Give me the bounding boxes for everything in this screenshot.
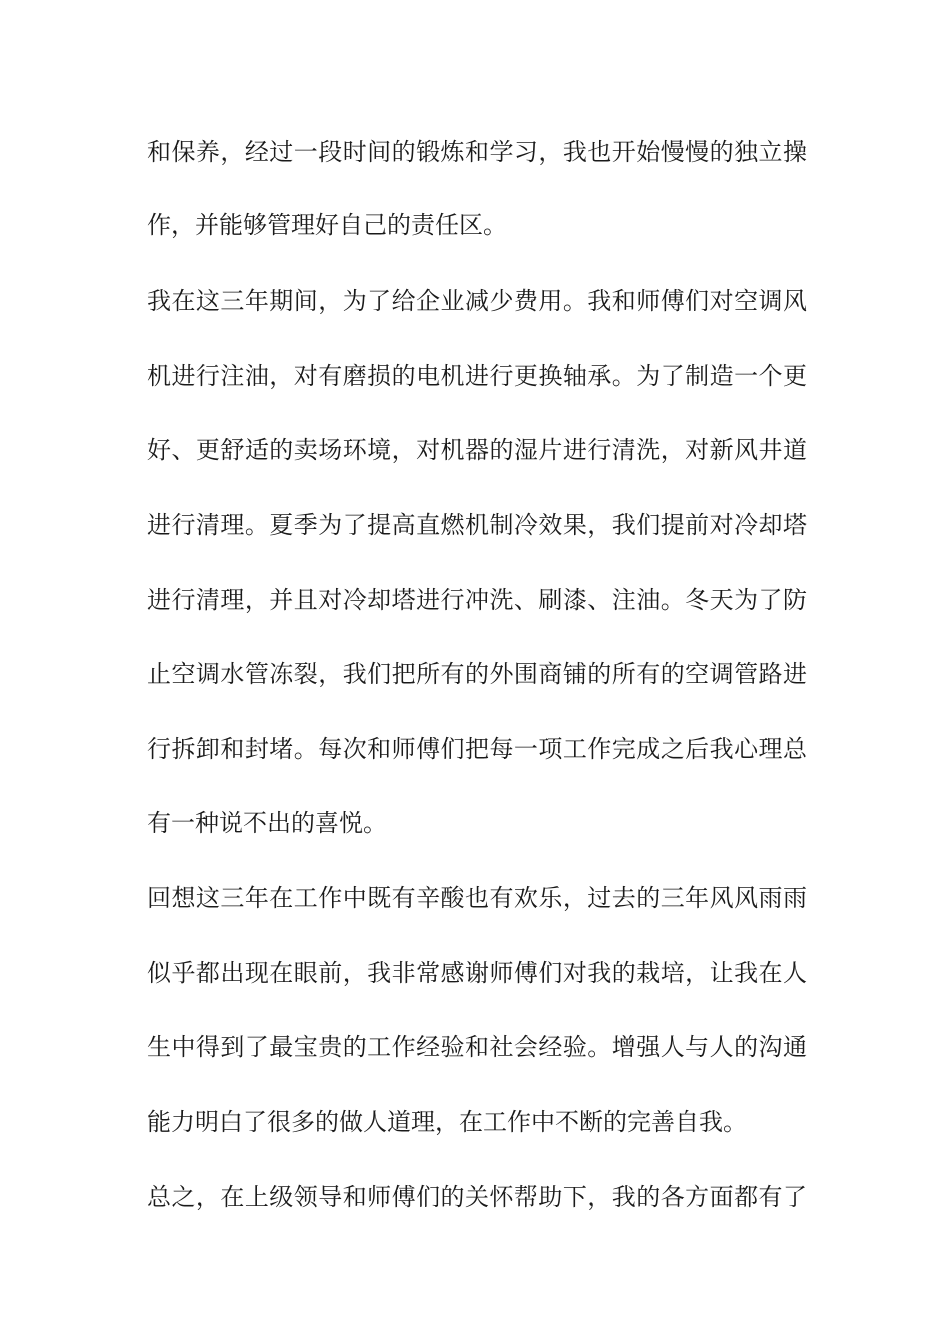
text-line: 行拆卸和封堵。每次和师傅们把每一项工作完成之后我心理总 (147, 735, 807, 763)
text-line: 似乎都出现在眼前，我非常感谢师傅们对我的栽培，让我在人 (147, 959, 807, 987)
text-line: 能力明白了很多的做人道理，在工作中不断的完善自我。 (147, 1108, 747, 1136)
text-line: 总之，在上级领导和师傅们的关怀帮助下，我的各方面都有了 (147, 1183, 807, 1211)
text-line: 有一种说不出的喜悦。 (147, 809, 387, 837)
text-line: 和保养，经过一段时间的锻炼和学习，我也开始慢慢的独立操 (147, 138, 807, 166)
text-line: 进行清理。夏季为了提高直燃机制冷效果，我们提前对冷却塔 (147, 511, 807, 539)
text-line: 进行清理，并且对冷却塔进行冲洗、刷漆、注油。冬天为了防 (147, 586, 807, 614)
text-line: 我在这三年期间，为了给企业减少费用。我和师傅们对空调风 (147, 287, 807, 315)
text-line: 好、更舒适的卖场环境，对机器的湿片进行清洗，对新风井道 (147, 436, 807, 464)
text-line: 生中得到了最宝贵的工作经验和社会经验。增强人与人的沟通 (147, 1033, 807, 1061)
text-line: 回想这三年在工作中既有辛酸也有欢乐，过去的三年风风雨雨 (147, 884, 807, 912)
text-line: 机进行注油，对有磨损的电机进行更换轴承。为了制造一个更 (147, 362, 807, 390)
text-line: 作，并能够管理好自己的责任区。 (147, 211, 507, 239)
text-line: 止空调水管冻裂，我们把所有的外围商铺的所有的空调管路进 (147, 660, 807, 688)
